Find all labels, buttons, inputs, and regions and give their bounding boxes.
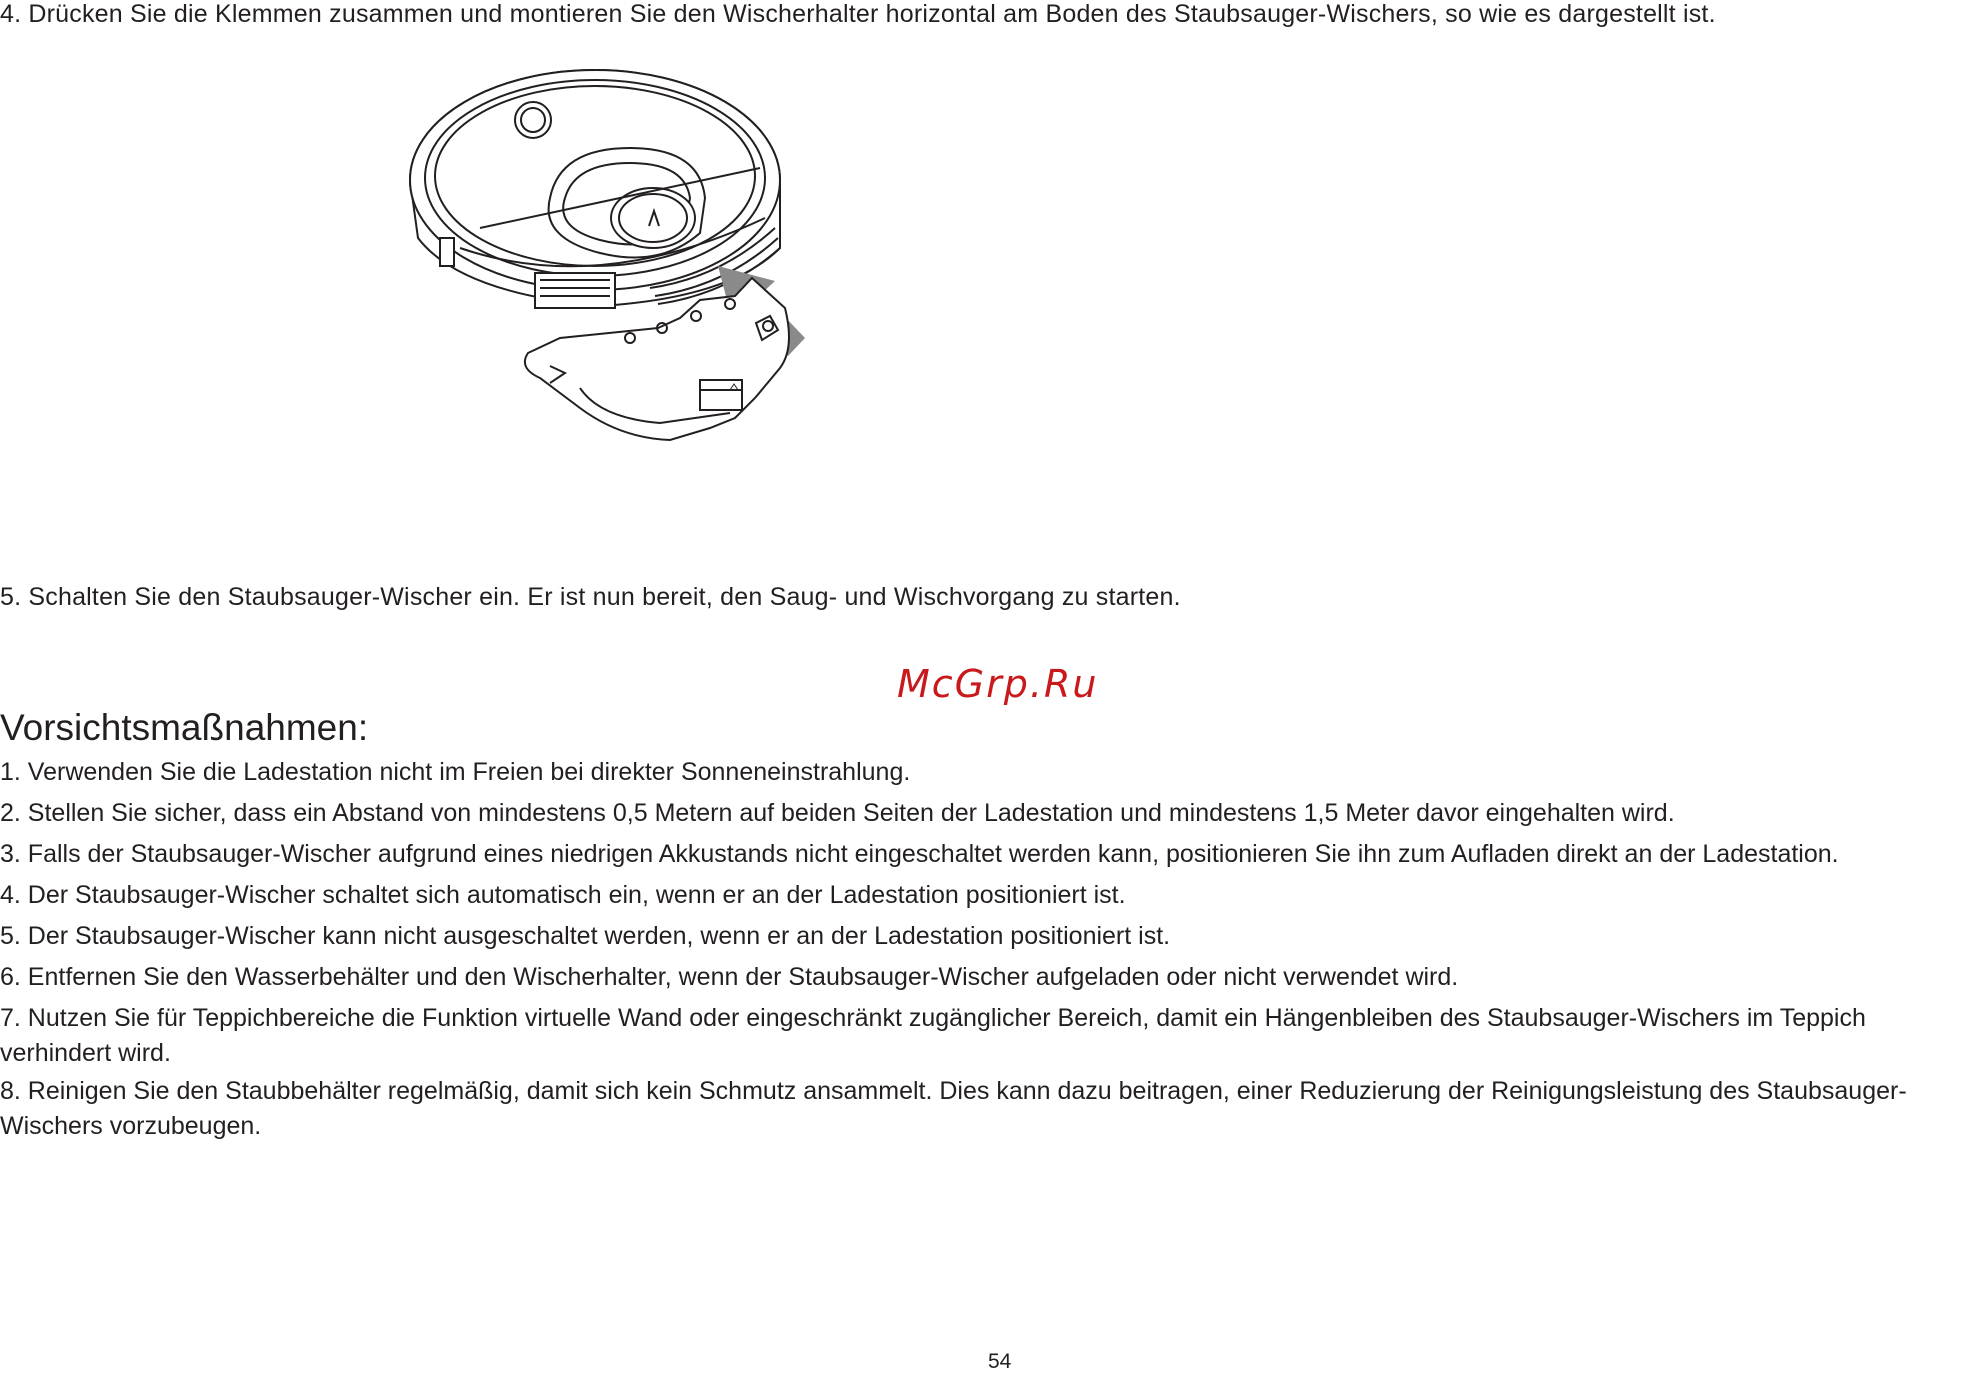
page-number: 54: [988, 1350, 1012, 1373]
precaution-item-1: 1. Verwenden Sie die Ladestation nicht im Freien bei direkter Sonneneinstrahlung.: [0, 758, 911, 786]
robot-vacuum-mop-holder-illustration: [400, 68, 970, 548]
precautions-list: [0, 752, 1982, 1147]
precaution-item-5: 5. Der Staubsauger-Wischer kann nicht ausgeschaltet werden, wenn er an der Ladestation positioniert ist.: [0, 922, 1171, 950]
precaution-item-7: 7. Nutzen Sie für Teppichbereiche die Funktion virtuelle Wand oder eingeschränkt zugänglicher Bereich, damit ein Hängenbleiben des Staubsauger-Wischers im Teppich verhindert wird.: [0, 1004, 1866, 1067]
precaution-item-4: 4. Der Staubsauger-Wischer schaltet sich automatisch ein, wenn er an der Ladestation positioniert ist.: [0, 881, 1126, 909]
step-5-text: 5. Schalten Sie den Staubsauger-Wischer ein. Er ist nun bereit, den Saug- und Wischvorgang zu starten.: [0, 583, 1181, 611]
step-4-text: 4. Drücken Sie die Klemmen zusammen und montieren Sie den Wischerhalter horizontal am Boden des Staubsauger-Wischers, so wie es dargestellt ist.: [0, 0, 1716, 28]
precaution-item-8: 8. Reinigen Sie den Staubbehälter regelmäßig, damit sich kein Schmutz ansammelt. Dies kann dazu beitragen, einer Reduzierung der Reinigungsleistung des Staubsauger-Wischers vorzubeugen.: [0, 1077, 1907, 1140]
precaution-item-3: 3. Falls der Staubsauger-Wischer aufgrund eines niedrigen Akkustands nicht eingeschaltet werden kann, positionieren Sie ihn zum Aufladen direkt an der Ladestation.: [0, 840, 1839, 868]
precautions-heading: Vorsichtsmaßnahmen:: [0, 707, 369, 748]
precaution-item-2: 2. Stellen Sie sicher, dass ein Abstand von mindestens 0,5 Metern auf beiden Seiten der Ladestation und mindestens 1,5 Meter davor eingehalten wird.: [0, 799, 1675, 827]
watermark-text: McGrp.Ru: [897, 662, 1099, 706]
precaution-item-6: 6. Entfernen Sie den Wasserbehälter und den Wischerhalter, wenn der Staubsauger-Wischer aufgeladen oder nicht verwendet wird.: [0, 963, 1459, 991]
